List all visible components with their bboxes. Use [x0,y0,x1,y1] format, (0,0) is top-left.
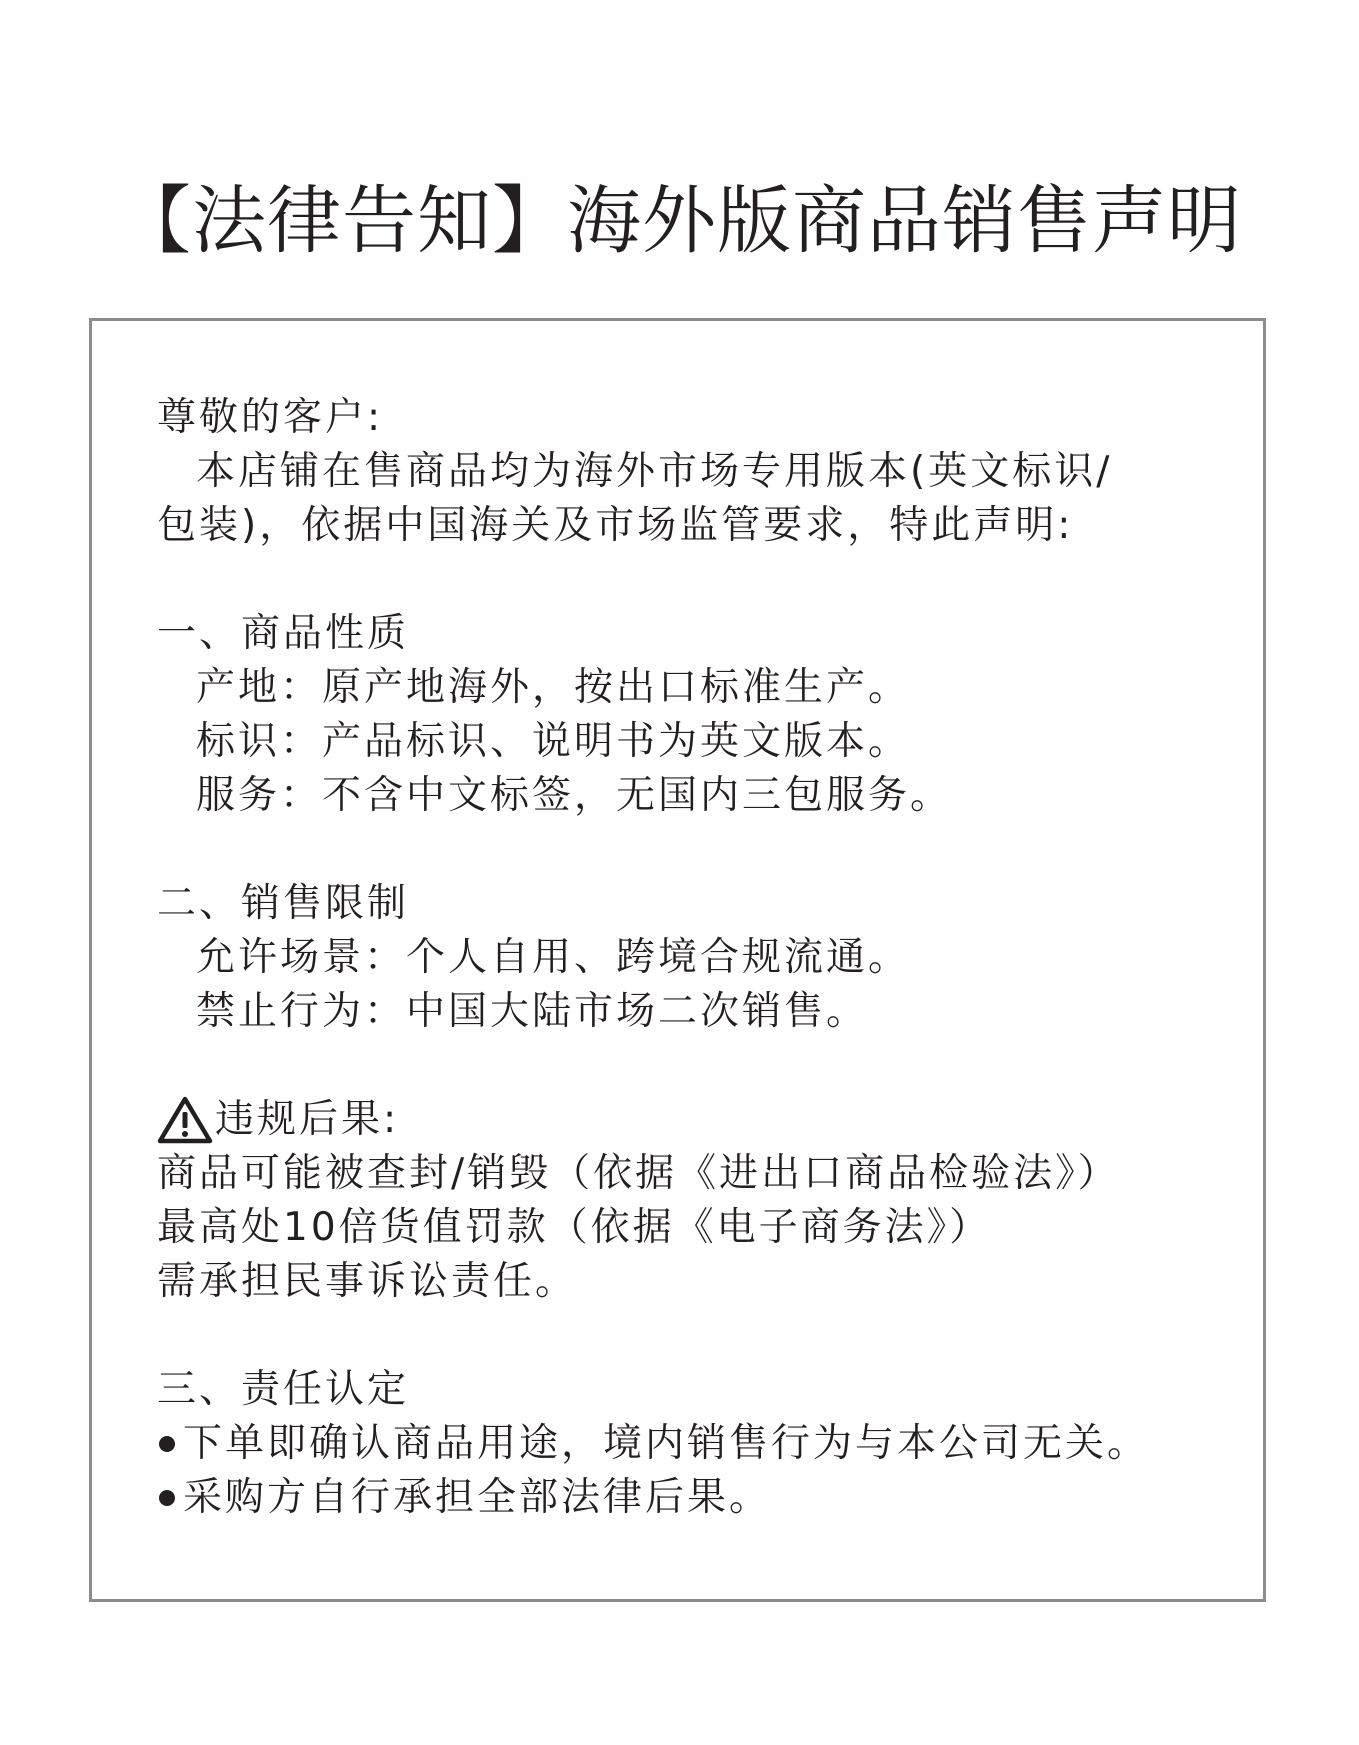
intro-line-1: 本店铺在售商品均为海外市场专用版本(英文标识/ [196,449,1113,494]
consequence-item-seizure: 商品可能被查封/销毁（依据《进出口商品检验法》） [157,1151,1120,1196]
intro-line-2: 包装)，依据中国海关及市场监管要求，特此声明: [157,503,1074,548]
warning-triangle-icon [157,1095,213,1145]
liability-bullet-2 [157,1471,1217,1525]
nature-item-labeling: 标识：产品标识、说明书为英文版本。 [196,719,911,764]
warning-heading: 违规后果: [215,1097,400,1142]
notice-box [89,318,1266,1602]
liability-bullet-1 [157,1417,1217,1471]
section-heading-liability: 三、责任认定 [157,1367,410,1412]
bullet-dot-icon [159,1490,175,1506]
spacer [157,553,1217,607]
warning-heading-row [157,1093,1217,1147]
spacer [157,1039,1217,1093]
nature-item-origin: 产地：原产地海外，按出口标准生产。 [196,665,911,710]
liability-text-1: 下单即确认商品用途，境内销售行为与本公司无关。 [183,1421,1150,1466]
liability-text-2: 采购方自行承担全部法律后果。 [183,1475,772,1520]
bullet-dot-icon [159,1436,175,1452]
nature-item-service: 服务：不含中文标签，无国内三包服务。 [196,773,953,818]
page-title: 【法律告知】海外版商品销售声明 [117,178,1242,264]
restriction-item-allowed: 允许场景：个人自用、跨境合规流通。 [196,935,911,980]
restriction-item-prohibited: 禁止行为：中国大陆市场二次销售。 [196,989,869,1034]
consequence-item-lawsuit: 需承担民事诉讼责任。 [157,1259,578,1304]
section-heading-nature: 一、商品性质 [157,611,410,656]
section-heading-restrictions: 二、销售限制 [157,881,410,926]
consequence-item-fine: 最高处10倍货值罚款（依据《电子商务法》） [157,1205,992,1250]
greeting: 尊敬的客户: [157,395,384,440]
spacer [157,823,1217,877]
notice-content [157,391,1217,1525]
spacer [157,1309,1217,1363]
